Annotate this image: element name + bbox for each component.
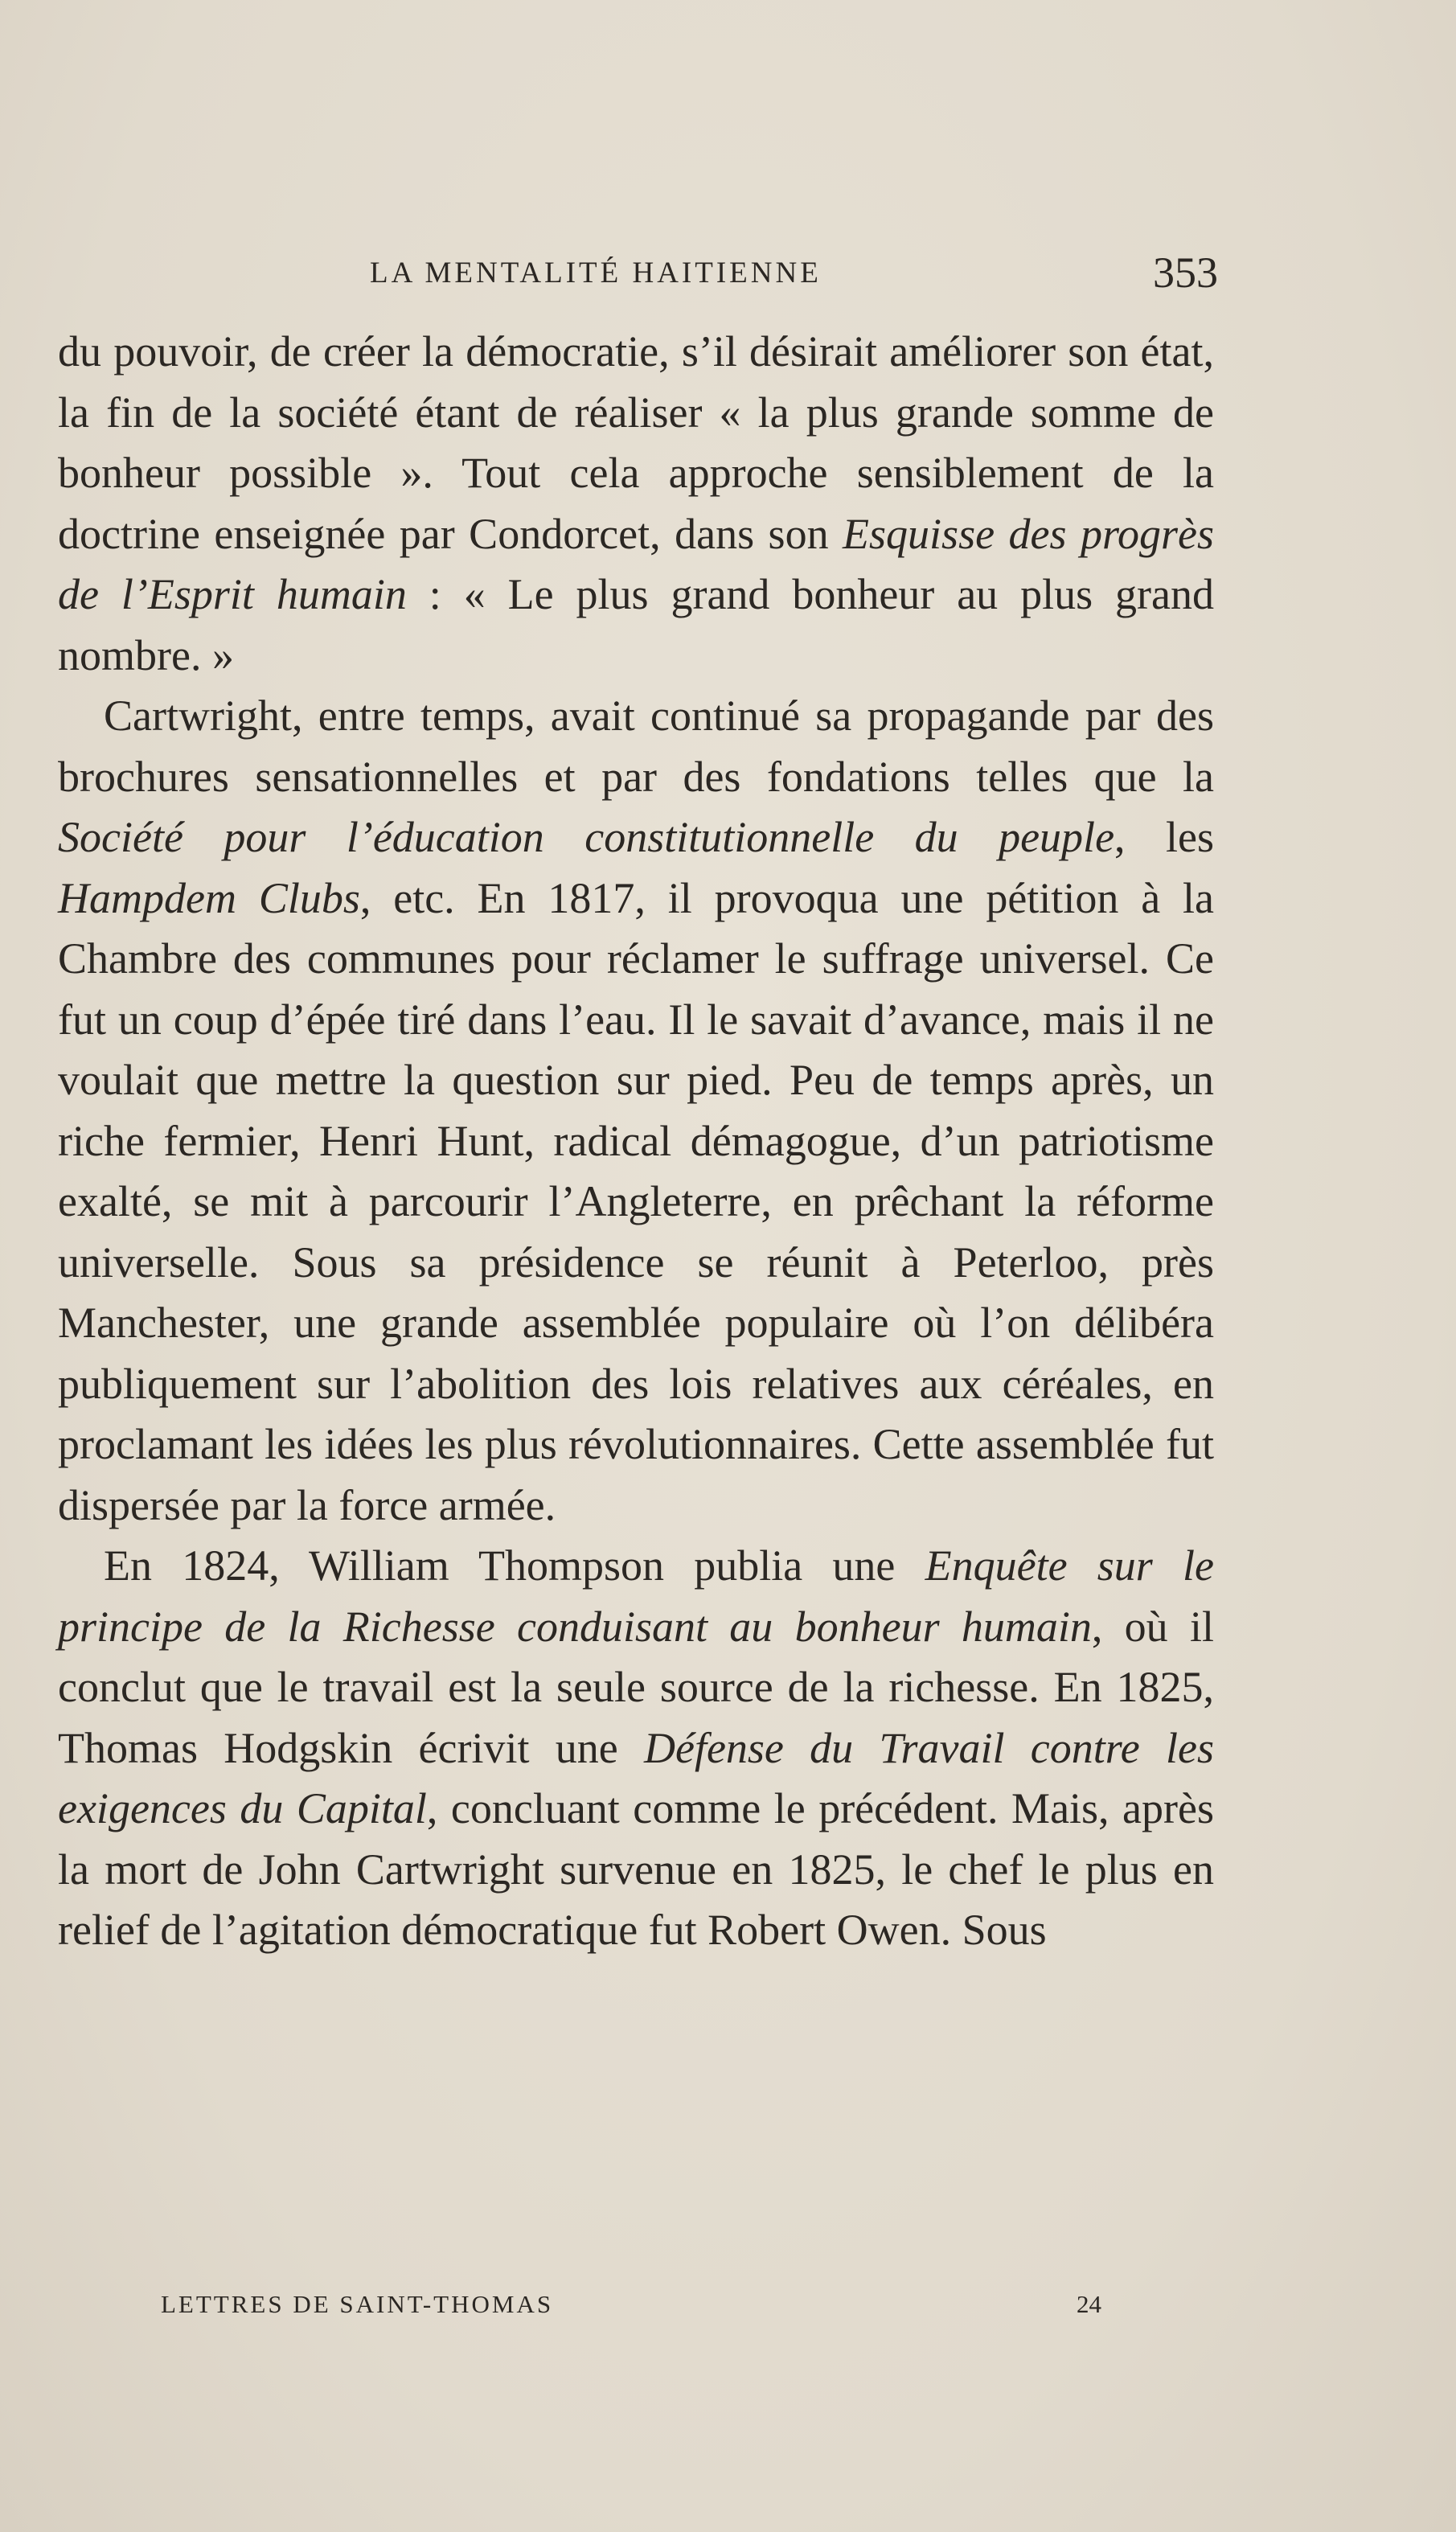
- text-span: , etc. En 1817, il provoqua une pétition à la Chambre des communes pour réclamer le suffrage universel. Ce fut un coup d’épée tiré dans l’eau. Il le savait d’avance, mais il ne voulait que mettre la question sur pied. Peu de temps après, un riche fermier, Henri Hunt, radical démagogue, d’un patriotisme exalté, se mit à parcourir l’Angleterre, en prêchant la réforme universelle. Sous sa présidence se réunit à Peterloo, près Manchester, une grande assemblée populaire où l’on délibéra publiquement sur l’abolition des lois relatives aux céréales, en proclamant les idées les plus révolutionnaires. Cette assemblée fut dispersée par la force armée.: [58, 873, 1215, 1529]
- text-span: , où il conclut que le travail est la seule source de la richesse. En 1825, Thomas Hodgskin écrivit une: [58, 1602, 1214, 1772]
- page-number: 353: [1153, 248, 1218, 297]
- italic-title: Défense du Travail contre les exigences du Capital: [58, 1723, 1214, 1832]
- text-span: , les: [1114, 813, 1214, 861]
- paragraph: [58, 686, 1214, 1536]
- italic-title: Esquisse des progrès de l’Esprit humain: [58, 509, 1214, 618]
- page-footer: [161, 2290, 1126, 2330]
- italic-title: Enquête sur le principe de la Richesse conduisant au bonheur humain: [58, 1541, 1214, 1651]
- signature-mark: 24: [1077, 2290, 1101, 2318]
- paragraph: [58, 1536, 1214, 1961]
- body-text: [58, 322, 1214, 1961]
- text-span: : « Le plus grand bonheur au plus grand nombre. »: [58, 570, 1215, 679]
- printer-signature: LETTRES DE SAINT-THOMAS: [161, 2290, 554, 2318]
- running-head-title: LA MENTALITÉ HAITIENNE: [370, 256, 822, 289]
- text-span: Cartwright, entre temps, avait continué sa propagande par des brochures sensationnelles et par des fondations telles que la: [58, 691, 1214, 801]
- text-span: En 1824, William Thompson publia une: [104, 1541, 925, 1590]
- italic-title: Société pour l’éducation constitutionnelle du peuple: [58, 813, 1115, 861]
- paragraph: [58, 322, 1214, 686]
- italic-title: Hampdem Clubs: [58, 873, 360, 922]
- running-header: [56, 248, 1218, 298]
- text-span: du pouvoir, de créer la démocratie, s’il désirait améliorer son état, la fin de la société étant de réaliser « la plus grande somme de bonheur possible ». Tout cela approche sensiblement de la doctrine enseignée par Condorcet, dans son: [58, 327, 1214, 558]
- text-span: , concluant comme le précédent. Mais, après la mort de John Cartwright survenue en 1825, le chef le plus en relief de l’agitation démocratique fut Robert Owen. Sous: [58, 1784, 1214, 1954]
